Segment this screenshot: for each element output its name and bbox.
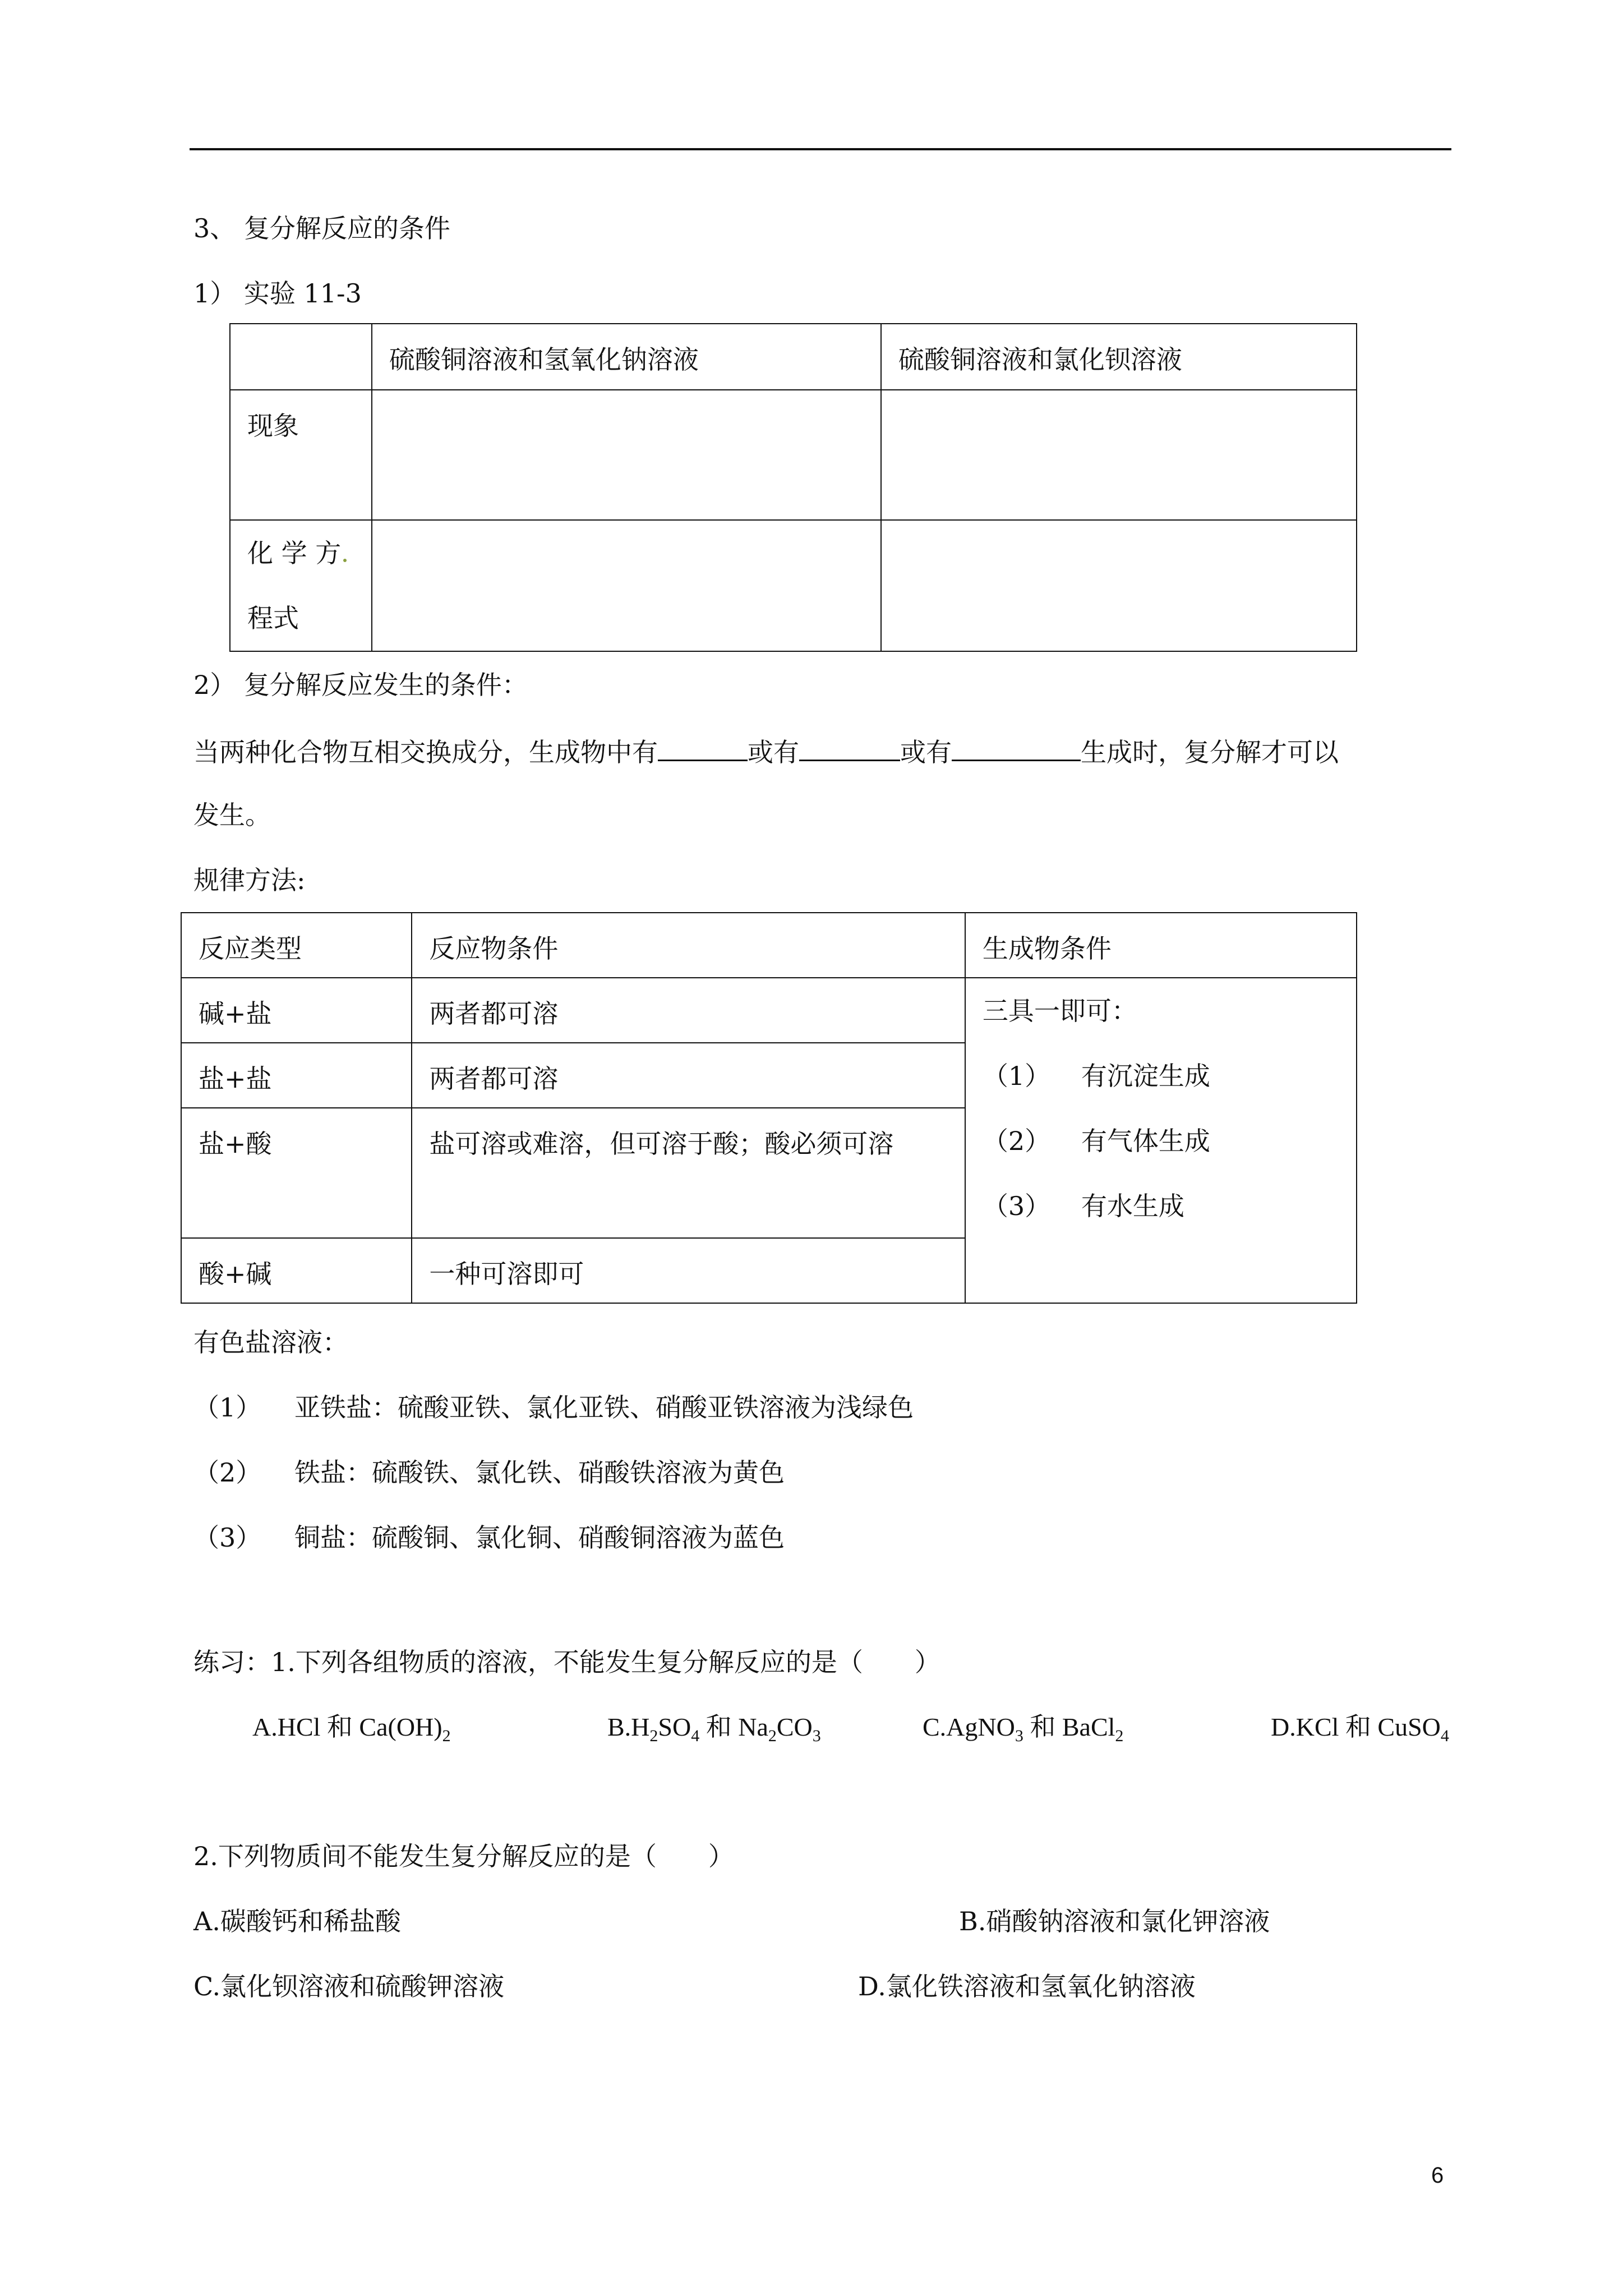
product-item: （3） 有水生成 <box>982 1191 1184 1221</box>
colored-title: 有色盐溶液： <box>193 1327 348 1358</box>
table-header-cell <box>230 324 372 390</box>
table-header-cell: 反应类型 <box>181 913 412 978</box>
conditions-text-line2: 发生。 <box>193 800 271 830</box>
q1-option-c[interactable]: C.AgNO$_3$ 和 BaCl$_2$ <box>923 1713 1124 1745</box>
q2-option-d[interactable]: D.氯化铁溶液和氢氧化钠溶液 <box>858 1971 1196 2001</box>
mark-dot <box>343 559 347 562</box>
q1-option-d[interactable]: D.KCl 和 CuSO$_4$ <box>1271 1713 1449 1745</box>
conditions-label: 2） 复分解反应发生的条件： <box>193 670 528 700</box>
colored-item: （2） 铁盐：硫酸铁、氯化铁、硝酸铁溶液为黄色 <box>193 1457 785 1488</box>
reactant-condition-cell: 两者都可溶 <box>412 978 965 1043</box>
page-number: 6 <box>1431 2163 1444 2188</box>
answer-cell <box>881 520 1357 651</box>
fill-blank[interactable] <box>799 737 900 761</box>
product-condition-cell <box>965 978 1357 1303</box>
product-item: （2） 有气体生成 <box>982 1126 1210 1156</box>
answer-cell <box>372 390 881 520</box>
fill-blank[interactable] <box>658 737 748 761</box>
question-1-stem: 练习：1.下列各组物质的溶液，不能发生复分解反应的是（ ） <box>193 1647 940 1677</box>
colored-item: （1） 亚铁盐：硫酸亚铁、氯化亚铁、硝酸亚铁溶液为浅绿色 <box>193 1392 914 1423</box>
reactant-condition-cell: 一种可溶即可 <box>412 1238 965 1303</box>
table-header-cell: 硫酸铜溶液和氢氧化钠溶液 <box>372 324 881 390</box>
table-header-cell: 硫酸铜溶液和氯化钡溶液 <box>881 324 1357 390</box>
table-header-cell: 反应物条件 <box>412 913 965 978</box>
experiment-table <box>229 323 1357 652</box>
reactant-condition-cell: 盐可溶或难溶，但可溶于酸；酸必须可溶 <box>412 1108 965 1238</box>
rules-label: 规律方法: <box>193 865 306 895</box>
reaction-type-cell: 盐+盐 <box>181 1043 412 1108</box>
question-2-stem: 2.下列物质间不能发生复分解反应的是（ ） <box>193 1841 734 1871</box>
q1-option-a[interactable]: A.HCl 和 $Ca(OH)_2$ <box>252 1713 451 1745</box>
fill-blank[interactable] <box>952 737 1081 761</box>
experiment-label: 1） 实验 11-3 <box>193 278 362 309</box>
q1-option-b[interactable]: $B.H_2SO_4$ 和 $Na_2CO_3$ <box>607 1713 821 1745</box>
colored-item: （3） 铜盐：硫酸铜、氯化铜、硝酸铜溶液为蓝色 <box>193 1522 785 1553</box>
answer-cell <box>372 520 881 651</box>
reaction-type-cell: 盐+酸 <box>181 1108 412 1238</box>
reactant-condition-cell: 两者都可溶 <box>412 1043 965 1108</box>
q2-option-b[interactable]: B.硝酸钠溶液和氯化钾溶液 <box>959 1906 1270 1936</box>
q2-option-c[interactable]: C.氯化钡溶液和硫酸钾溶液 <box>193 1971 505 2001</box>
rules-table <box>181 912 1357 1304</box>
table-header-cell: 生成物条件 <box>965 913 1357 978</box>
header-rule <box>190 148 1451 150</box>
answer-cell <box>881 390 1357 520</box>
row-label-phenomenon: 现象 <box>230 390 372 520</box>
product-item: （1） 有沉淀生成 <box>982 1061 1210 1091</box>
reaction-type-cell: 酸+碱 <box>181 1238 412 1303</box>
product-intro: 三具一即可： <box>982 996 1137 1026</box>
conditions-text: 当两种化合物互相交换成分，生成物中有 或有 或有 生成时，复分解才可以 <box>193 737 1339 767</box>
row-label-equation: 化 学 方 程式 <box>230 520 372 651</box>
reaction-type-cell: 碱+盐 <box>181 978 412 1043</box>
q2-option-a[interactable]: A.碳酸钙和稀盐酸 <box>193 1906 401 1936</box>
section-title: 3、 复分解反应的条件 <box>193 213 450 243</box>
